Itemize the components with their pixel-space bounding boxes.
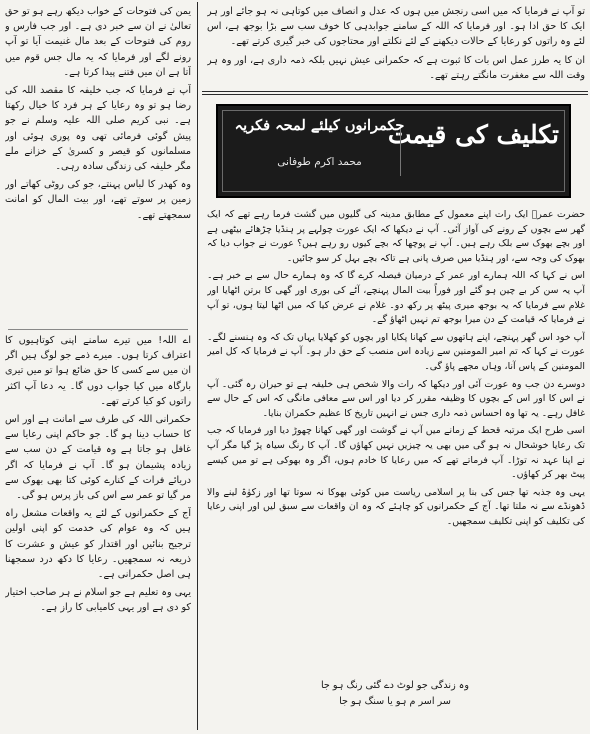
left-column-upper xyxy=(5,4,191,328)
paragraph: حضرت عمرؓ ایک رات اپنے معمول کے مطابق مدینہ کی گلیوں میں گشت فرما رہے تھے کہ ایک گھر سے بچوں کے رونے کی آواز آئی۔ آپ نے دیکھا کہ ایک عورت چولہے پر ہنڈیا چڑھائے بیٹھی ہے اور بچے بھوک سے بلک رہے ہیں۔ آپ نے پوچھا کہ بچے کیوں رو رہے ہیں؟ عورت نے جواب دیا کہ بھوک کی وجہ سے، اور ہنڈیا میں صرف پانی ہے تاکہ بچے بہل کر سو جائیں۔ xyxy=(207,209,585,264)
paragraph: ان کا یہ طرز عمل اس بات کا ثبوت ہے کہ حکمرانی عیش نہیں بلکہ ذمہ داری ہے، اور وہ ہر وقت اللہ سے مغفرت مانگتے رہتے تھے۔ xyxy=(207,54,585,81)
paragraph: یہی وہ تعلیم ہے جو اسلام نے ہر صاحب اختیار کو دی ہے اور یہی کامیابی کا راز ہے۔ xyxy=(5,587,191,614)
paragraph: حکمرانی اللہ کی طرف سے امانت ہے اور اس کا حساب دینا ہو گا۔ جو حاکم اپنی رعایا سے غافل ہو جاتا ہے وہ قیامت کے دن سب سے زیادہ پشیمان ہو گا۔ آپ نے فرمایا کہ اگر دریائے فرات کے کنارے کوئی کتا بھی بھوک سے مر گیا تو عمر سے اس کی باز پرس ہو گی۔ xyxy=(5,414,191,502)
column-divider-vertical xyxy=(197,2,198,730)
headline-subtitle: حکمرانوں کیلئے لمحہ فکریہ xyxy=(234,117,405,134)
article-body xyxy=(207,208,585,678)
couplet-line: وہ زندگی جو لوٹ دے گئی رنگ ہو جا xyxy=(320,680,470,691)
left-column-lower xyxy=(5,333,191,725)
paragraph: اس نے کہا کہ اللہ ہمارے اور عمر کے درمیان فیصلہ کرے گا کہ وہ ہمارے حال سے بے خبر ہے۔ آپ یہ سن کر بے چین ہو گئے اور فوراً بیت المال پہنچے، آٹے کی بوری اور گھی کا برتن اٹھایا اور غلام سے فرمایا کہ یہ بوجھ میری پیٹھ پر رکھ دو۔ غلام نے عرض کیا کہ میں اٹھا لیتا ہوں، تو آپ نے فرمایا کہ قیامت کے دن میرا بوجھ تم نہیں اٹھاؤ گے۔ xyxy=(207,270,585,326)
headline-title: تکلیف کی قیمت xyxy=(387,120,559,149)
paragraph: یمن کی فتوحات کے خواب دیکھ رہے ہو تو حق تعالیٰ نے ان سے خبر دی ہے۔ اور جب فارس و روم کی فتوحات کے بعد مال غنیمت آیا تو آپ رونے لگے اور فرمایا کہ یہ مال جس قوم میں آتا ہے ان میں فتنے پیدا کرتا ہے۔ xyxy=(5,6,191,78)
section-divider-top xyxy=(202,91,588,92)
paragraph: یہی وہ جذبہ تھا جس کی بنا پر اسلامی ریاست میں کوئی بھوکا نہ سوتا تھا اور زکوٰۃ لینے والا ڈھونڈے سے نہ ملتا تھا۔ آج کے حکمرانوں کو چاہئے کہ وہ ان واقعات سے سبق لیں اور اپنی رعایا کی تکلیف کو اپنی تکلیف سمجھیں۔ xyxy=(207,486,585,527)
paragraph: تو آپ نے فرمایا کہ میں اسی رنجش میں ہوں کہ عدل و انصاف میں کوتاہی نہ ہو جائے اور ہر ایک کا حق ادا ہو۔ اور فرمایا کہ اللہ کے سامنے جوابدہی کا خوف سب سے بڑا بوجھ ہے، اس لئے وہ راتوں کو رعایا کے حالات دیکھنے کے لئے نکلتے اور محتاجوں کی خبر گیری کرتے تھے۔ xyxy=(207,6,585,48)
paragraph: اسی طرح ایک مرتبہ قحط کے زمانے میں آپ نے گوشت اور گھی کھانا چھوڑ دیا اور فرمایا کہ جب تک رعایا خوشحال نہ ہو گی میں بھی یہ چیزیں نہیں کھاؤں گا۔ آپ کا رنگ سیاہ پڑ گیا مگر آپ نے اپنا عہد نہ توڑا۔ آپ فرماتے تھے کہ میں رعایا کا خادم ہوں، اگر وہ بھوکی ہے تو میں کیسے پیٹ بھر کر کھاؤں۔ xyxy=(207,425,585,481)
paragraph: آپ خود اس گھر پہنچے، اپنے ہاتھوں سے کھانا پکایا اور بچوں کو کھلایا یہاں تک کہ وہ ہنسنے لگے۔ عورت نے کہا کہ تم امیر المومنین سے زیادہ اس منصب کے حق دار ہو۔ آپ نے فرمایا کہ کل امیر المومنین کے پاس آنا، وہاں مجھے پاؤ گی۔ xyxy=(207,331,585,372)
couplet-line: سر اسر م ہو یا سنگ ہو جا xyxy=(339,696,451,707)
section-divider-top-double xyxy=(202,94,588,95)
paragraph: وہ کھدر کا لباس پہنتے، جو کی روٹی کھاتے اور زمین پر سوتے تھے، اور بیت المال کو امانت سمجھتے تھے۔ xyxy=(5,179,191,221)
paragraph: آپ نے فرمایا کہ جب خلیفہ کا مقصد اللہ کی رضا ہو تو وہ رعایا کے ہر فرد کا خیال رکھتا ہے۔ نبی کریم صلی اللہ علیہ وسلم نے جو پیش گوئی فرمائی تھی وہ پوری ہوئی اور مسلمانوں کو قیصر و کسریٰ کے خزانے ملے مگر خلیفہ کی زندگی سادہ رہی۔ xyxy=(5,85,191,173)
article-headline-banner xyxy=(216,104,571,198)
paragraph: آج کے حکمرانوں کے لئے یہ واقعات مشعل راہ ہیں کہ وہ عوام کی خدمت کو اپنی اولین ترجیح بنائیں اور اقتدار کو عیش و عشرت کا ذریعہ نہ سمجھیں۔ رعایا کا دکھ درد سمجھنا ہی اصل حکمرانی ہے۔ xyxy=(5,508,191,581)
author-byline: محمد اکرم طوفانی xyxy=(277,156,362,168)
paragraph: دوسرے دن جب وہ عورت آئی اور دیکھا کہ رات والا شخص ہی خلیفہ ہے تو حیران رہ گئی۔ آپ نے اس کا اور اس کے بچوں کا وظیفہ مقرر کر دیا اور اس سے معافی مانگی کہ اس کے حال سے غافل رہے۔ یہ تھا وہ احساس ذمہ داری جس نے انہیں تاریخ کا عظیم حکمران بنایا۔ xyxy=(207,378,585,419)
article-continuation-top xyxy=(207,4,585,86)
closing-couplet xyxy=(240,678,550,726)
left-column-separator xyxy=(8,329,188,330)
paragraph: اے اللہ! میں تیرے سامنے اپنی کوتاہیوں کا اعتراف کرتا ہوں۔ میرے ذمے جو لوگ ہیں اگر ان میں سے کسی کا حق ضائع ہوا تو میں تیری بارگاہ میں کیا جواب دوں گا۔ یہ دعا آپ اکثر راتوں کو کیا کرتے تھے۔ xyxy=(5,335,191,407)
